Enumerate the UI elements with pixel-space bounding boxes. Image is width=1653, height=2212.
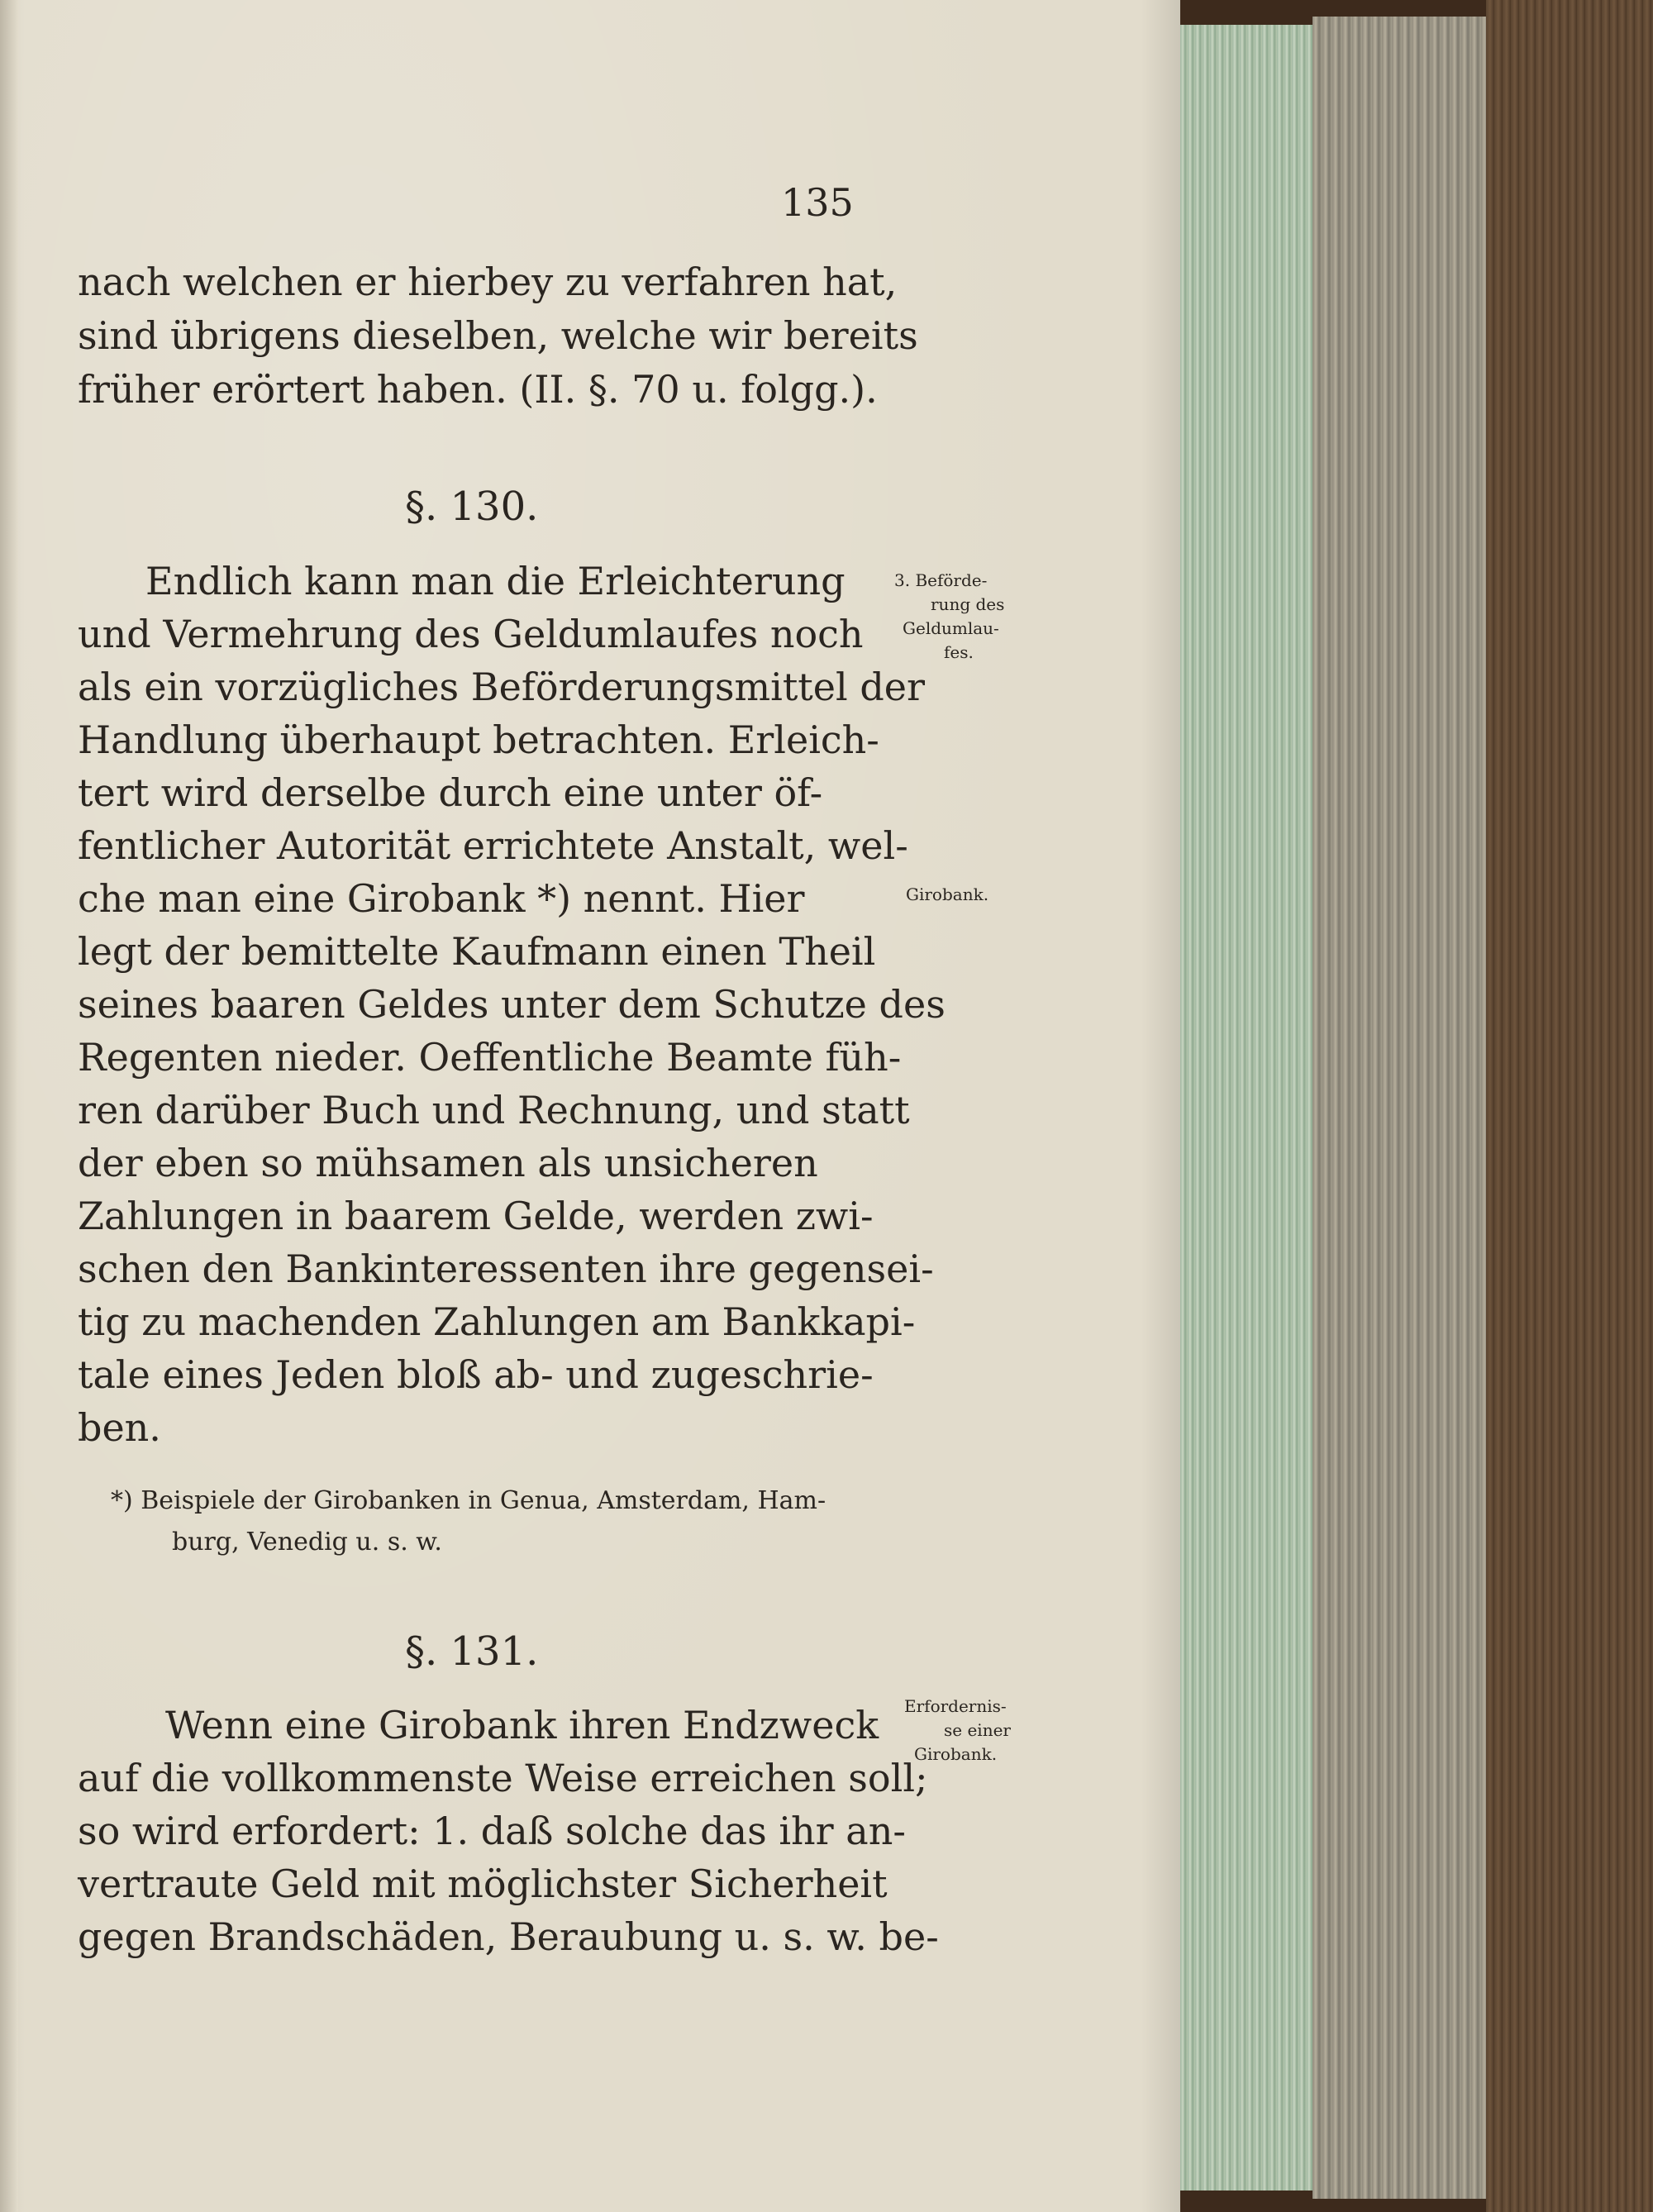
margin-note-line: rung des <box>931 594 1005 614</box>
s131-line-3: so wird erfordert: 1. daß solche das ihr an- <box>78 1809 906 1853</box>
s130-line-12: der eben so mühsamen als unsicheren <box>78 1141 818 1185</box>
s130-line-11: ren darüber Buch und Rechnung, und statt <box>78 1088 910 1132</box>
book-fore-edge-pages <box>1312 17 1486 2199</box>
s130-line-14: schen den Bankinteressenten ihre gegensei- <box>78 1247 934 1291</box>
s130-line-7: che man eine Girobank *) nennt. Hier <box>78 876 805 921</box>
section-131-heading: §. 131. <box>405 1628 539 1675</box>
page-number: 135 <box>781 180 854 225</box>
margin-note-line: Erfordernis- <box>904 1696 1007 1716</box>
margin-note-line: se einer <box>944 1720 1011 1740</box>
margin-note-line: 3. Beförde- <box>894 570 988 590</box>
margin-note-girobank: Girobank. <box>906 884 989 904</box>
book-fore-edge-green <box>1180 25 1312 2191</box>
s131-line-1: Wenn eine Girobank ihren Endzweck <box>165 1703 879 1747</box>
margin-note-line: fes. <box>944 642 974 662</box>
section-130-heading: §. 130. <box>405 484 539 530</box>
s130-line-6: fentlicher Autorität errichtete Anstalt, wel- <box>78 823 908 868</box>
s130-line-13: Zahlungen in baarem Gelde, werden zwi- <box>78 1194 874 1238</box>
margin-note-erfordernisse <box>904 1695 1011 1766</box>
s130-line-4: Handlung überhaupt betrachten. Erleich- <box>78 717 879 762</box>
book-cover-edge <box>1486 0 1653 2212</box>
s130-line-17: ben. <box>78 1405 161 1450</box>
margin-note-befoerderung <box>894 569 1004 665</box>
footnote-line-2: burg, Venedig u. s. w. <box>172 1528 442 1557</box>
gutter-shadow <box>0 0 18 2212</box>
intro-line-3: früher erörtert haben. (II. §. 70 u. folgg.). <box>78 367 878 412</box>
footnote-line-1: *) Beispiele der Girobanken in Genua, Amsterdam, Ham- <box>111 1486 826 1515</box>
s131-line-5: gegen Brandschäden, Beraubung u. s. w. be- <box>78 1914 939 1959</box>
s130-line-1: Endlich kann man die Erleichterung <box>145 559 846 603</box>
margin-note-line: Girobank. <box>914 1744 998 1764</box>
s130-line-16: tale eines Jeden bloß ab- und zugeschrie- <box>78 1352 874 1397</box>
intro-line-2: sind übrigens dieselben, welche wir bereits <box>78 313 918 358</box>
s131-line-4: vertraute Geld mit möglichster Sicherheit <box>78 1862 888 1906</box>
s130-line-9: seines baaren Geldes unter dem Schutze des <box>78 982 946 1027</box>
intro-line-1: nach welchen er hierbey zu verfahren hat, <box>78 260 898 304</box>
s130-line-5: tert wird derselbe durch eine unter öf- <box>78 770 823 815</box>
s130-line-3: als ein vorzügliches Beförderungsmittel der <box>78 665 926 709</box>
s130-line-10: Regenten nieder. Oeffentliche Beamte füh- <box>78 1035 902 1080</box>
s130-line-15: tig zu machenden Zahlungen am Bankkapi- <box>78 1299 916 1344</box>
s130-line-8: legt der bemittelte Kaufmann einen Theil <box>78 929 876 974</box>
s130-line-2: und Vermehrung des Geldumlaufes noch <box>78 612 864 656</box>
s131-line-2: auf die vollkommenste Weise erreichen soll; <box>78 1756 928 1800</box>
margin-note-line: Geldumlau- <box>903 618 999 638</box>
